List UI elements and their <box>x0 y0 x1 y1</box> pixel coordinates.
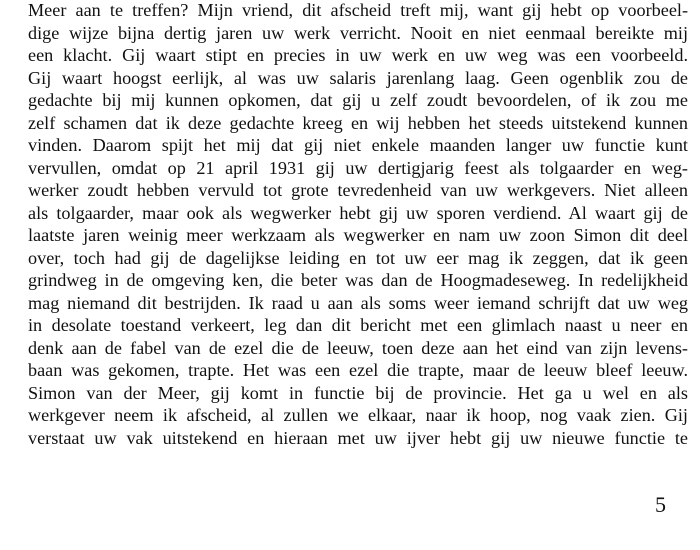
text-line: Simon van der Meer, gij komt in functie bij de provincie. Het ga u wel en als <box>28 382 688 403</box>
body-text <box>28 0 688 449</box>
text-line: Meer aan te treffen? Mijn vriend, dit afscheid treft mij, want gij hebt op voorbeel- <box>28 0 688 20</box>
text-line: verstaat uw vak uitstekend en hieraan met uw ijver hebt gij uw nieuwe functie te <box>28 427 688 448</box>
text-line: vervullen, omdat op 21 april 1931 gij uw dertigjarig feest als tolgaarder en weg- <box>28 157 688 178</box>
text-line: vinden. Daarom spijt het mij dat gij niet enkele maanden langer uw functie kunt <box>28 135 688 155</box>
text-line: werker zoudt hebben vervuld tot grote tevredenheid van uw werkgevers. Niet alleen <box>28 180 688 200</box>
text-line: zelf schamen dat ik deze gedachte kreeg en wij hebben het steeds uitstekend kunnen <box>28 112 688 133</box>
text-line: denk aan de fabel van de ezel die de leeuw, toen deze aan het eind van zijn levens- <box>28 337 688 358</box>
text-line: laatste jaren weinig meer werkzaam als wegwerker en nam uw zoon Simon dit deel <box>28 225 688 245</box>
text-line: gedachte bij mij kunnen opkomen, dat gij u zelf zoudt bevoordelen, of ik zou me <box>28 90 688 110</box>
page-number: 5 <box>655 492 666 517</box>
text-line: in desolate toestand verkeert, leg dan dit bericht met een glimlach naast u neer en <box>28 315 688 335</box>
text-line: mag niemand dit bestrijden. Ik raad u aan als soms weer iemand schrijft dat uw weg <box>28 292 688 313</box>
text-line: dige wijze bijna dertig jaren uw werk verricht. Nooit en niet eenmaal bereikte mij <box>28 22 688 43</box>
text-line: werkgever neem ik afscheid, al zullen we elkaar, naar ik hoop, nog vaak zien. Gij <box>28 405 688 425</box>
text-line: een klacht. Gij waart stipt en precies in uw werk en uw weg was een voorbeeld. <box>28 45 688 65</box>
text-line: grindweg in de omgeving ken, die beter was dan de Hoogmadeseweg. In redelijkheid <box>28 270 688 290</box>
text-line: baan was gekomen, trapte. Het was een ezel die trapte, maar de leeuw bleef leeuw. <box>28 360 688 380</box>
text-line: over, toch had gij de dagelijkse leiding en tot uw eer mag ik zeggen, dat ik geen <box>28 247 688 268</box>
text-line: als tolgaarder, maar ook als wegwerker hebt gij uw sporen verdiend. Al waart gij de <box>28 202 688 223</box>
text-line: Gij waart hoogst eerlijk, al was uw salaris jarenlang laag. Geen ogenblik zou de <box>28 67 688 88</box>
